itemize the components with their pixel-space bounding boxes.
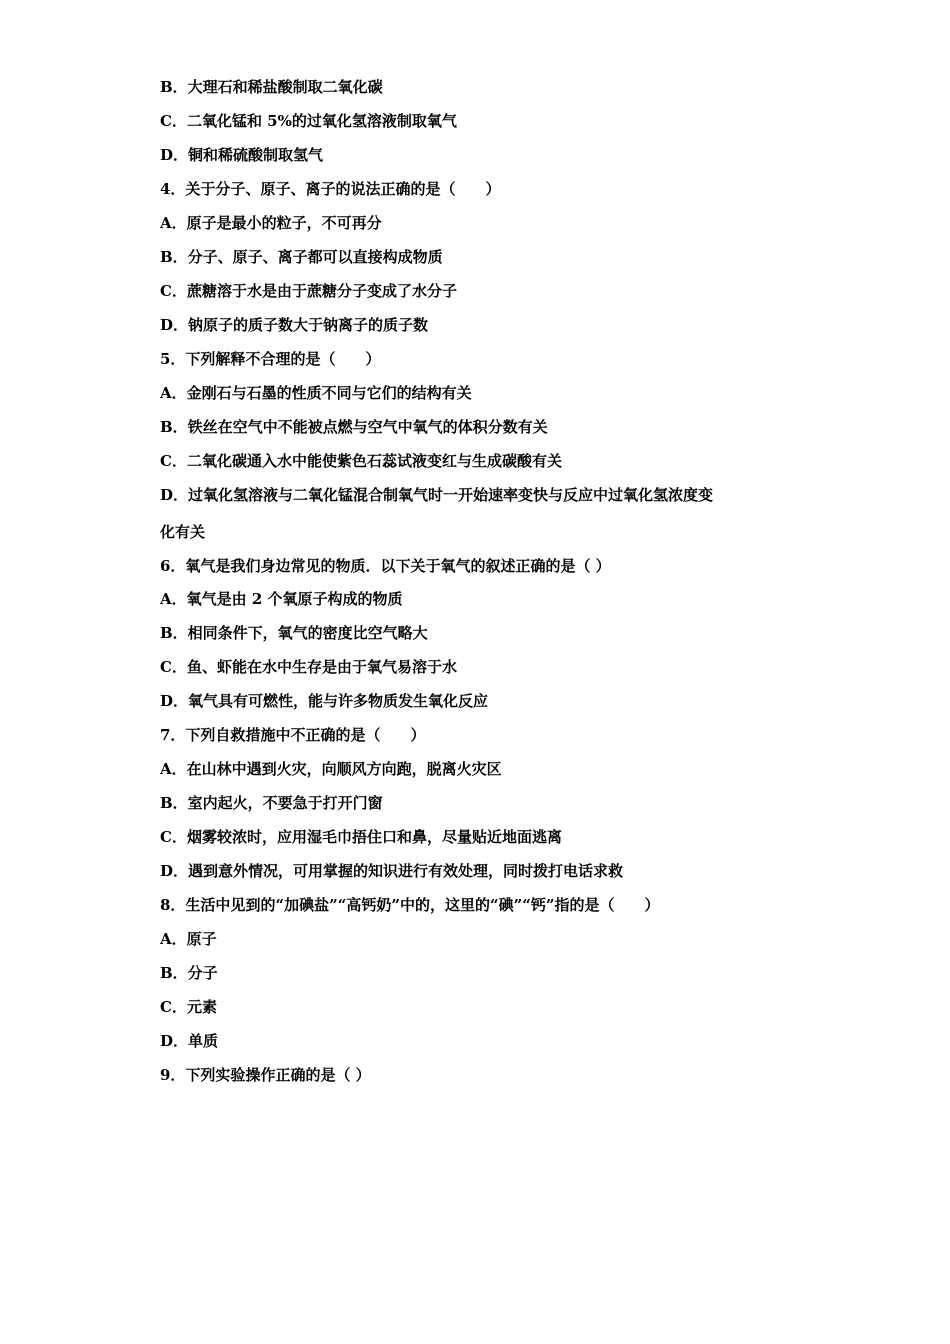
q6-option-c: C．鱼、虾能在水中生存是由于氧气易溶于水 bbox=[160, 658, 457, 676]
q5-stem: 5．下列解释不合理的是（ ） bbox=[160, 350, 381, 368]
q3-option-b: B．大理石和稀盐酸制取二氧化碳 bbox=[160, 78, 383, 96]
q7-option-a: A．在山林中遇到火灾，向顺风方向跑，脱离火灾区 bbox=[160, 760, 502, 778]
q7-option-b: B．室内起火，不要急于打开门窗 bbox=[160, 794, 383, 812]
q5-option-d: D．过氧化氢溶液与二氧化锰混合制氧气时一开始速率变快与反应中过氧化氢浓度变 bbox=[160, 486, 714, 504]
q5-option-d-continuation: 化有关 bbox=[160, 523, 206, 541]
q6-stem: 6．氧气是我们身边常见的物质．以下关于氧气的叙述正确的是（ ） bbox=[160, 557, 611, 575]
q8-stem: 8．生活中见到的“加碘盐”“高钙奶”中的，这里的“碘”“钙”指的是（ ） bbox=[160, 896, 660, 914]
q4-option-b: B．分子、原子、离子都可以直接构成物质 bbox=[160, 248, 443, 266]
q9-stem: 9．下列实验操作正确的是（ ） bbox=[160, 1066, 371, 1084]
q8-option-c: C．元素 bbox=[160, 998, 217, 1016]
q6-option-b: B．相同条件下，氧气的密度比空气略大 bbox=[160, 624, 428, 642]
q4-option-a: A．原子是最小的粒子，不可再分 bbox=[160, 214, 382, 232]
q3-option-c: C．二氧化锰和 5%的过氧化氢溶液制取氧气 bbox=[160, 112, 457, 130]
q8-option-d: D．单质 bbox=[160, 1032, 219, 1050]
q7-option-c: C．烟雾较浓时，应用湿毛巾捂住口和鼻，尽量贴近地面逃离 bbox=[160, 828, 562, 846]
q4-stem: 4．关于分子、原子、离子的说法正确的是（ ） bbox=[160, 180, 501, 198]
q6-option-d: D．氧气具有可燃性，能与许多物质发生氧化反应 bbox=[160, 692, 489, 710]
q5-option-a: A．金刚石与石墨的性质不同与它们的结构有关 bbox=[160, 384, 472, 402]
q3-option-d: D．铜和稀硫酸制取氢气 bbox=[160, 146, 324, 164]
q6-option-a: A．氧气是由 2 个氧原子构成的物质 bbox=[160, 590, 403, 608]
q7-stem: 7．下列自救措施中不正确的是（ ） bbox=[160, 726, 426, 744]
q8-option-a: A．原子 bbox=[160, 930, 217, 948]
q7-option-d: D．遇到意外情况，可用掌握的知识进行有效处理，同时拨打电话求救 bbox=[160, 862, 624, 880]
q8-option-b: B．分子 bbox=[160, 964, 218, 982]
q4-option-c: C．蔗糖溶于水是由于蔗糖分子变成了水分子 bbox=[160, 282, 457, 300]
q4-option-d: D．钠原子的质子数大于钠离子的质子数 bbox=[160, 316, 429, 334]
q5-option-b: B．铁丝在空气中不能被点燃与空气中氧气的体积分数有关 bbox=[160, 418, 548, 436]
q5-option-c: C．二氧化碳通入水中能使紫色石蕊试液变红与生成碳酸有关 bbox=[160, 452, 562, 470]
